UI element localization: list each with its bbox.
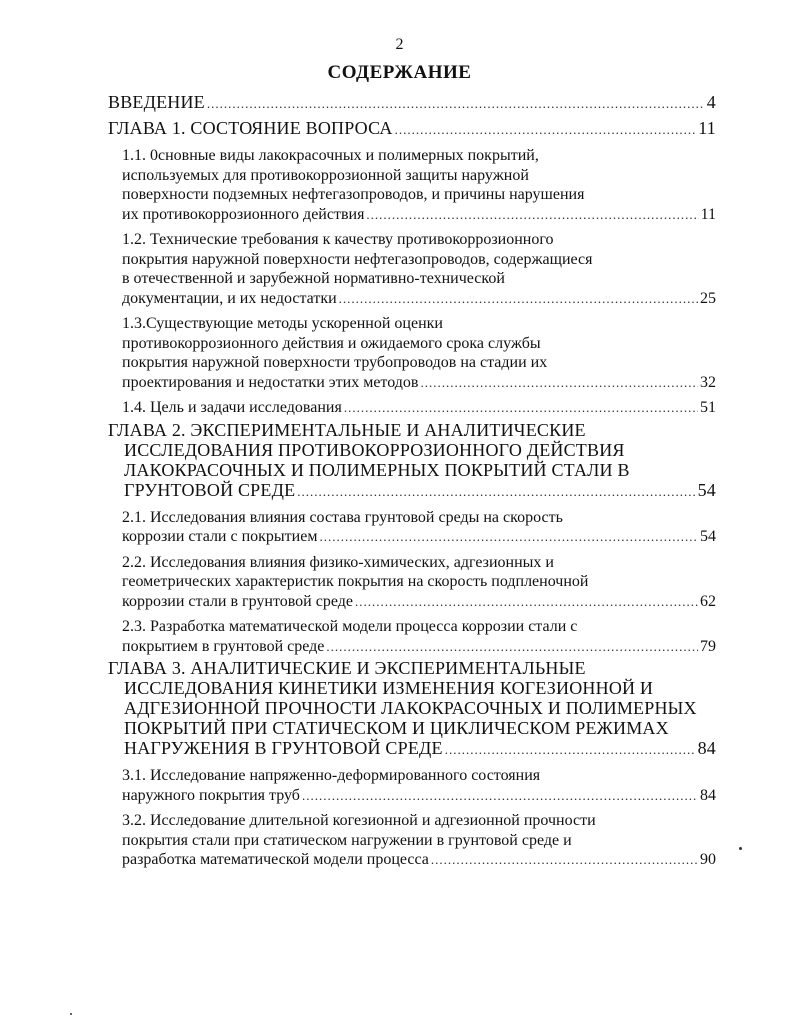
toc-section-entry: [108, 230, 716, 308]
toc-page-number: 79: [700, 637, 716, 655]
toc-chapter-entry: [108, 658, 716, 760]
toc-entry-text: используемых для противокоррозионной защиты наружной: [122, 166, 529, 184]
toc-entry-text: покрытия стали при статическом нагружении в грунтовой среде и: [122, 831, 572, 849]
toc-entry-text: ГЛАВА 3. АНАЛИТИЧЕСКИЕ И ЭКСПЕРИМЕНТАЛЬНЫЕ: [108, 658, 586, 678]
toc-entry-text: 1.3.Существующие методы ускоренной оценки: [122, 315, 443, 332]
scan-speck: [70, 1013, 72, 1015]
dot-leader: [302, 786, 698, 806]
toc-entry-text: ГЛАВА 1. СОСТОЯНИЕ ВОПРОСА: [108, 118, 393, 138]
toc-entry-text: коррозии стали в грунтовой среде: [122, 592, 353, 610]
toc-entry-text: проектирования и недостатки этих методов: [122, 373, 419, 391]
toc-section-entry: [108, 314, 716, 392]
toc-chapter-entry: [108, 92, 716, 114]
toc-page-number: 51: [700, 399, 716, 416]
dot-leader: [445, 740, 696, 760]
dot-leader: [420, 373, 698, 393]
toc-entry-text: ВВЕДЕНИЕ: [108, 92, 205, 112]
toc-chapter-entry: [108, 118, 716, 140]
toc-section-entry: [108, 617, 716, 656]
dot-leader: [326, 637, 698, 657]
toc-entry-text: ИССЛЕДОВАНИЯ КИНЕТИКИ ИЗМЕНЕНИЯ КОГЕЗИОННОЙ И: [124, 678, 654, 698]
toc-entry-text: документации, и их недостатки: [122, 289, 337, 307]
toc-page-number: 11: [700, 205, 716, 223]
dot-leader: [366, 205, 698, 225]
toc-section-entry: [108, 398, 716, 418]
toc-page-number: 11: [698, 118, 716, 138]
toc-entry-text: ИССЛЕДОВАНИЯ ПРОТИВОКОРРОЗИОННОГО ДЕЙСТВИЯ: [124, 439, 625, 460]
toc-page-number: 90: [700, 851, 716, 868]
toc-entry-text: ГЛАВА 2. ЭКСПЕРИМЕНТАЛЬНЫЕ И АНАЛИТИЧЕСКИЕ: [108, 419, 586, 440]
toc-page-number: 84: [700, 786, 716, 804]
toc-entry-text: 1.1. 0сновные виды лакокрасочных и полимерных покрытий,: [122, 147, 539, 164]
toc-entry-text: НАГРУЖЕНИЯ В ГРУНТОВОЙ СРЕДЕ: [124, 738, 443, 758]
toc-entry-text: ЛАКОКРАСОЧНЫХ И ПОЛИМЕРНЫХ ПОКРЫТИЙ СТАЛИ В: [124, 459, 630, 480]
toc-entry-text: АДГЕЗИОННОЙ ПРОЧНОСТИ ЛАКОКРАСОЧНЫХ И ПОЛИМЕРНЫХ: [124, 698, 697, 718]
toc-page-number: 62: [700, 592, 716, 610]
dot-leader: [395, 120, 697, 140]
toc-entry-text: в отечественной и зарубежной нормативно-технической: [122, 270, 505, 287]
toc-page-number: 54: [697, 479, 716, 500]
toc-entry-text: коррозии стали с покрытием: [122, 528, 318, 545]
table-of-contents: [108, 92, 716, 870]
dot-leader: [207, 94, 705, 114]
toc-section-entry: [108, 553, 716, 612]
dot-leader: [344, 398, 698, 418]
toc-entry-text: 1.2. Технические требования к качеству противокоррозионного: [122, 231, 554, 248]
toc-entry-text: их противокоррозионного действия: [122, 205, 365, 223]
dot-leader: [297, 482, 695, 502]
toc-page-number: 32: [700, 373, 716, 391]
toc-entry-text: покрытием в грунтовой среде: [122, 637, 325, 655]
page-title: СОДЕРЖАНИЕ: [327, 62, 472, 83]
toc-entry-text: 3.1. Исследование напряженно-деформированного состояния: [122, 767, 541, 784]
toc-entry-text: 2.2. Исследования влияния физико-химических, адгезионных и: [122, 553, 554, 571]
dot-leader: [431, 850, 698, 870]
toc-entry-text: наружного покрытия труб: [122, 786, 300, 804]
toc-entry-text: ГРУНТОВОЙ СРЕДЕ: [124, 479, 296, 500]
toc-entry-text: ПОКРЫТИЙ ПРИ СТАТИЧЕСКОМ И ЦИКЛИЧЕСКОМ РЕЖИМАХ: [124, 718, 669, 738]
toc-section-entry: [108, 766, 716, 805]
dot-leader: [339, 289, 698, 309]
toc-section-entry: [108, 146, 716, 224]
page-number: 2: [395, 36, 404, 53]
toc-entry-text: 3.2. Исследование длительной когезионной и адгезионной прочности: [122, 812, 596, 829]
scan-speck: [739, 847, 742, 850]
toc-entry-text: разработка математической модели процесса: [122, 851, 429, 868]
dot-leader: [355, 592, 698, 612]
toc-page-number: 54: [700, 528, 716, 545]
toc-page-number: 84: [697, 738, 716, 758]
toc-entry-text: 2.1. Исследования влияния состава грунтовой среды на скорость: [122, 508, 563, 526]
toc-chapter-entry: [108, 420, 716, 502]
toc-section-entry: [108, 508, 716, 547]
toc-entry-text: покрытия наружной поверхности трубопроводов на стадии их: [122, 354, 548, 371]
toc-entry-text: поверхности подземных нефтегазопроводов, и причины нарушения: [122, 186, 585, 203]
toc-entry-text: 2.3. Разработка математической модели процесса коррозии стали с: [122, 618, 578, 635]
toc-page-number: 25: [700, 289, 716, 307]
toc-entry-text: покрытия наружной поверхности нефтегазопроводов, содержащиеся: [122, 250, 593, 268]
toc-page-number: 4: [706, 92, 716, 112]
toc-section-entry: [108, 811, 716, 870]
toc-entry-text: противокоррозионного действия и ожидаемого срока службы: [122, 334, 541, 352]
toc-entry-text: 1.4. Цель и задачи исследования: [122, 399, 342, 416]
toc-entry-text: геометрических характеристик покрытия на скорость подпленочной: [122, 573, 589, 590]
dot-leader: [319, 527, 698, 547]
